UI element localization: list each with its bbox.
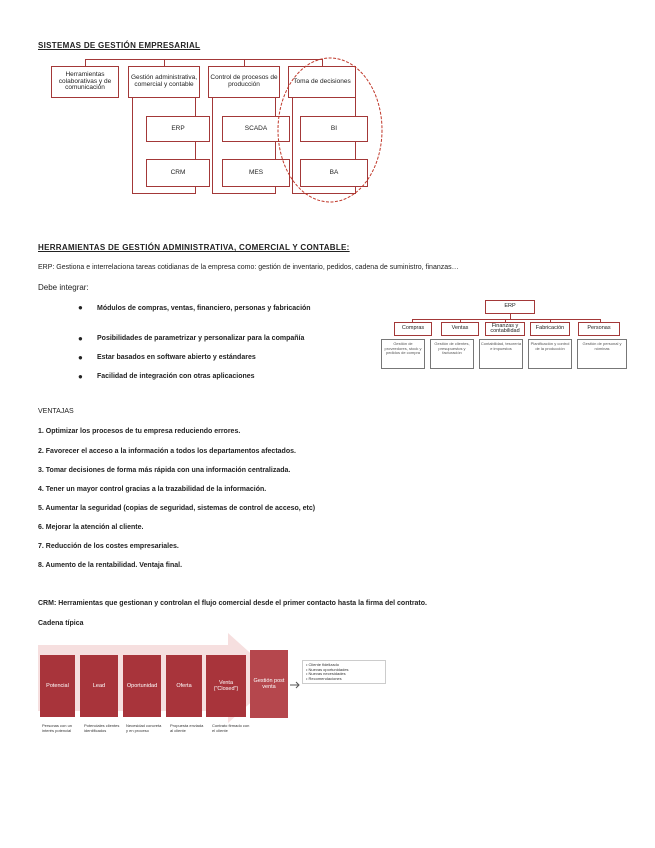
ventaja-item: 3. Tomar decisiones de forma más rápida con una información centralizada. [38,467,291,474]
bullet-icon: ● [78,303,83,312]
erp-module-personas: Personas [578,322,620,336]
section-title-sistemas: SISTEMAS DE GESTIÓN EMPRESARIAL [38,41,201,50]
box-crm: CRM [146,159,210,187]
chain-heading: Cadena típica [38,620,84,627]
ventajas-title: VENTAJAS [38,408,74,415]
integrate-item: Posibilidades de parametrizar y personalizar para la compañía [97,335,305,342]
ventaja-item: 5. Aumentar la seguridad (copias de seguridad, sistemas de control de acceso, etc) [38,505,316,512]
stage-lead: Lead [80,655,118,717]
integrate-item: Facilidad de integración con otras aplicaciones [97,373,255,380]
erp-desc-fabricacion: Planificación y control de la producción [528,339,572,369]
box-control-procesos: Control de procesos de producción [208,66,280,98]
ventaja-item: 4. Tener un mayor control gracias a la trazabilidad de la información. [38,486,267,493]
erp-desc-compras: Gestión de proveedores, stock y pedidos de compra [381,339,425,369]
box-mes: MES [222,159,290,187]
stage-desc-oferta: Propuesta enviada al cliente [170,723,204,733]
erp-module-fabricacion: Fabricación [530,322,570,336]
box-gestion-administrativa: Gestión administrativa, comercial y contable [128,66,200,98]
integrate-item: Estar basados en software abierto y estándares [97,354,256,361]
stage-desc-lead: Potenciales clientes identificados [84,723,120,733]
stage-potencial: Potencial [40,655,75,717]
bullet-icon: ● [78,334,83,343]
ventaja-item: 2. Favorecer el acceso a la información a todos los departamentos afectados. [38,448,296,455]
erp-module-compras: Compras [394,322,432,336]
ventaja-item: 6. Mejorar la atención al cliente. [38,524,144,531]
stage-desc-potencial: Personas con un interés potencial [42,723,73,733]
post-sale-notes: • Cliente fidelizado • Nuevas oportunidades • Nuevas necesidades • Recomendaciones [302,660,386,684]
decision-highlight-ellipse [270,54,390,206]
bullet-icon: ● [78,372,83,381]
erp-definition: ERP: Gestiona e interrelaciona tareas cotidianas de la empresa como: gestión de inventario, pedidos, cadena de suministro, finanzas… [38,264,459,271]
crm-definition: CRM: Herramientas que gestionan y controlan el flujo comercial desde el primer contacto hasta la firma del contrato. [38,600,427,607]
erp-desc-finanzas: Contabilidad, tesorería e impuestos [479,339,523,369]
bullet-icon: ● [78,353,83,362]
box-scada: SCADA [222,116,290,142]
erp-module-ventas: Ventas [441,322,479,336]
ventaja-item: 8. Aumento de la rentabilidad. Ventaja final. [38,562,183,569]
box-herramientas-colaborativas: Herramientas colaborativas y de comunicación [51,66,119,98]
arrow-right-icon [290,680,302,690]
integrate-heading: Debe integrar: [38,283,89,292]
box-erp: ERP [146,116,210,142]
stage-venta: Venta ("Closed") [206,655,246,717]
stage-post-venta: Gestión post venta [250,650,288,718]
box-bi: BI [300,116,368,142]
erp-desc-ventas: Gestión de clientes, presupuestos y facturación [430,339,474,369]
box-toma-decisiones: Toma de decisiones [288,66,356,98]
box-ba: BA [300,159,368,187]
ventaja-item: 1. Optimizar los procesos de tu empresa reduciendo errores. [38,428,241,435]
erp-root: ERP [485,300,535,314]
integrate-item: Módulos de compras, ventas, financiero, personas y fabricación [97,305,311,312]
erp-desc-personas: Gestión de personal y nóminas [577,339,627,369]
ventaja-item: 7. Reducción de los costes empresariales. [38,543,179,550]
stage-desc-venta: Contrato firmado con el cliente [212,723,250,733]
stage-oportunidad: Oportunidad [123,655,161,717]
erp-module-finanzas: Finanzas y contabilidad [485,322,525,336]
stage-desc-oportunidad: Necesidad concreta y en proceso [126,723,162,733]
section-title-herramientas: HERRAMIENTAS DE GESTIÓN ADMINISTRATIVA, COMERCIAL Y CONTABLE: [38,243,350,252]
stage-oferta: Oferta [166,655,202,717]
